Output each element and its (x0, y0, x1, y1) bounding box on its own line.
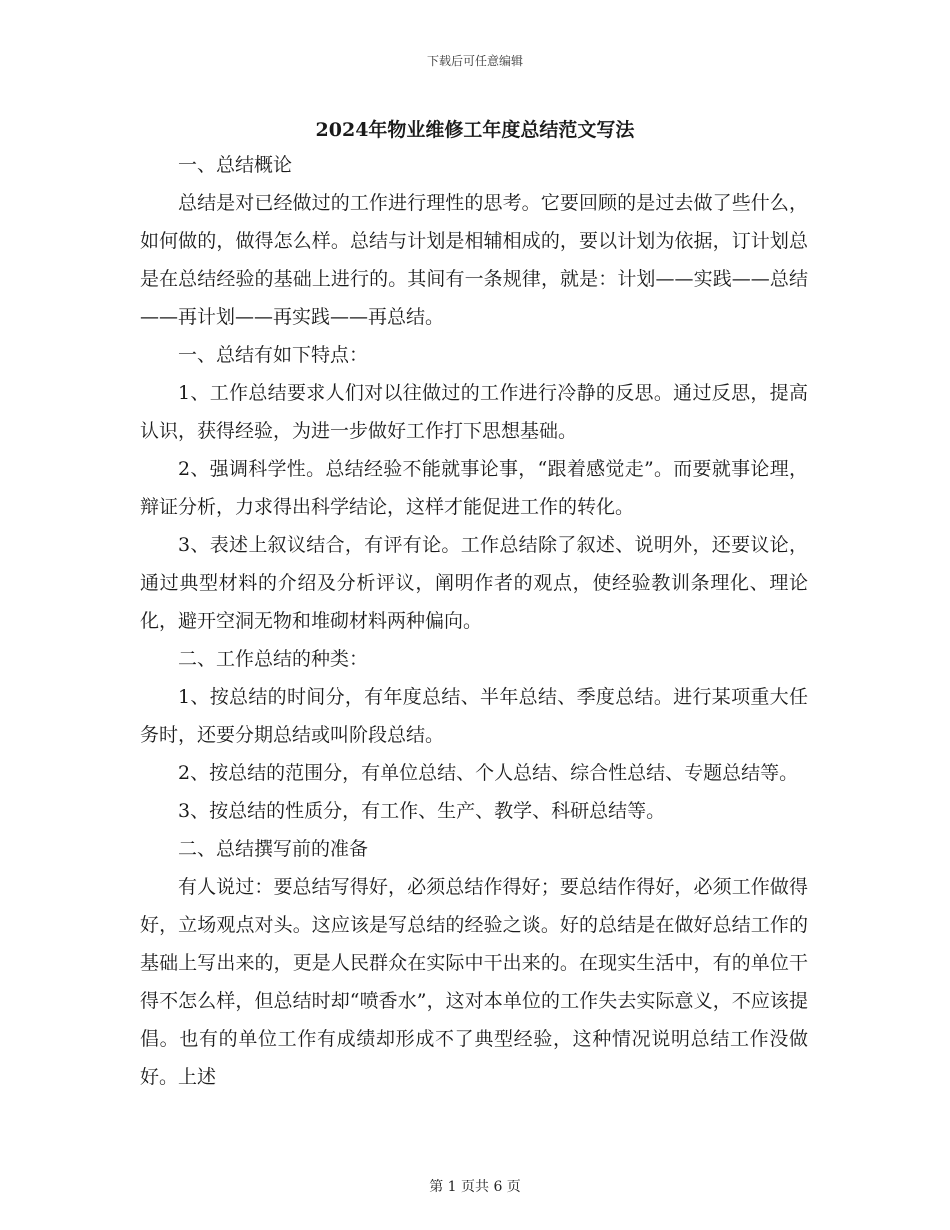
body-paragraph: 总结是对已经做过的工作进行理性的思考。它要回顾的是过去做了些什么，如何做的，做得怎么样。总结与计划是相辅相成的，要以计划为依据，订计划总是在总结经验的基础上进行的。其间有一条规律，就是：计划——实践——总结——再计划——再实践——再总结。 (140, 192, 808, 328)
section-heading-features: 一、总结有如下特点： (178, 344, 369, 366)
body-paragraph: 3、按总结的性质分，有工作、生产、教学、科研总结等。 (178, 800, 666, 822)
body-paragraph: 2、按总结的范围分，有单位总结、个人总结、综合性总结、专题总结等。 (178, 762, 799, 784)
section-heading-overview: 一、总结概论 (178, 154, 293, 176)
page-header-note: 下载后可任意编辑 (426, 54, 523, 68)
section-heading-types: 二、工作总结的种类： (178, 648, 369, 670)
body-paragraph: 1、工作总结要求人们对以往做过的工作进行冷静的反思。通过反思，提高认识，获得经验，为进一步做好工作打下思想基础。 (140, 382, 808, 442)
document-body (140, 146, 808, 1096)
section-heading-preparation: 二、总结撰写前的准备 (178, 838, 369, 860)
body-paragraph: 1、按总结的时间分，有年度总结、半年总结、季度总结。进行某项重大任务时，还要分期总结或叫阶段总结。 (140, 686, 808, 746)
body-paragraph: 有人说过：要总结写得好，必须总结作得好；要总结作得好，必须工作做得好，立场观点对头。这应该是写总结的经验之谈。好的总结是在做好总结工作的基础上写出来的，更是人民群众在实际中干出来的。在现实生活中，有的单位干得不怎么样，但总结时却“喷香水”，这对本单位的工作失去实际意义，不应该提倡。也有的单位工作有成绩却形成不了典型经验，这种情况说明总结工作没做好。上述 (140, 876, 808, 1088)
document-title: 2024年物业维修工年度总结范文写法 (315, 119, 635, 141)
page-number-footer: 第 1 页共 6 页 (429, 1179, 521, 1195)
body-paragraph: 2、强调科学性。总结经验不能就事论事，“跟着感觉走”。而要就事论理，辩证分析，力求得出科学结论，这样才能促进工作的转化。 (140, 458, 808, 518)
body-paragraph: 3、表述上叙议结合，有评有论。工作总结除了叙述、说明外，还要议论，通过典型材料的介绍及分析评议，阐明作者的观点，使经验教训条理化、理论化，避开空洞无物和堆砌材料两种偏向。 (140, 534, 808, 632)
